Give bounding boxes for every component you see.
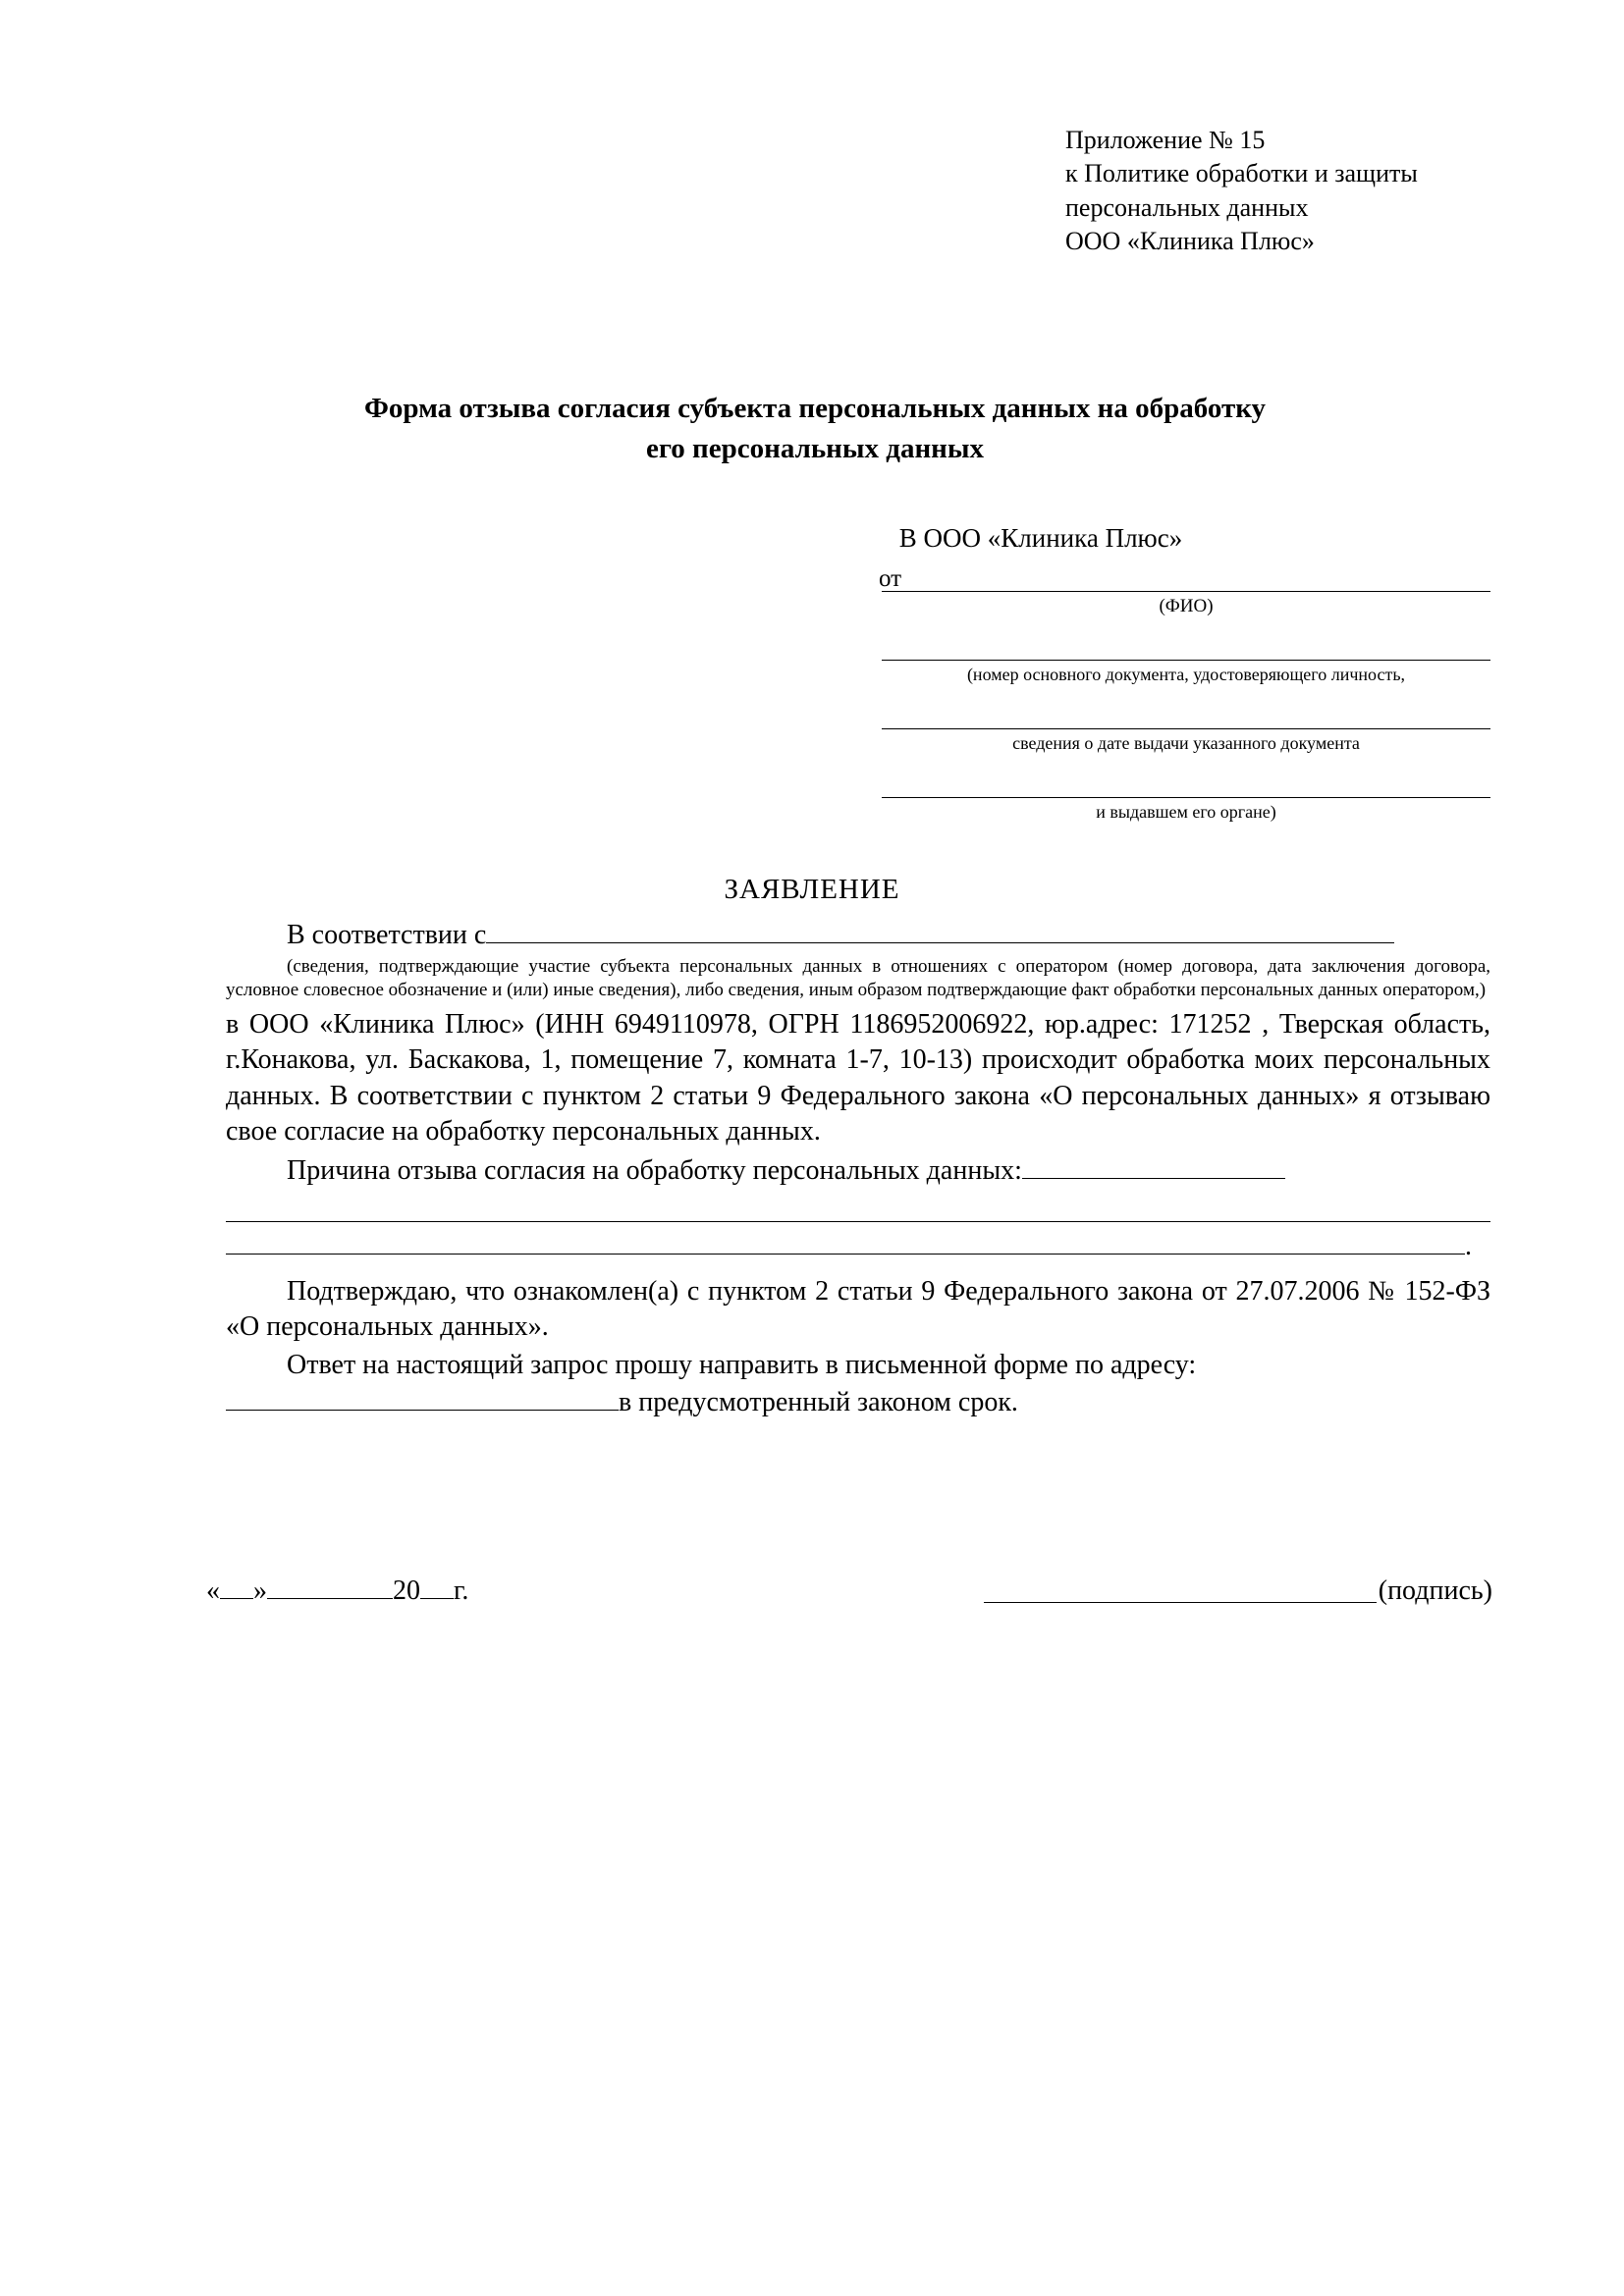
document-issuer-input-line[interactable] [882,797,1490,798]
date-open-quote: « [206,1575,220,1606]
appendix-header-line-4: ООО «Клиника Плюс» [1065,226,1315,255]
signature-caption: (подпись) [1378,1575,1492,1606]
document-number-caption: (номер основного документа, удостоверяющего личность, [966,665,1406,684]
date-close-quote: » [253,1575,267,1606]
page-title [206,389,1424,469]
signature-date-group [206,1575,468,1607]
statement-intro-input-line[interactable] [486,942,1394,943]
document-issuer-caption: и выдавшем его органе) [1096,802,1276,822]
statement-paragraph-1: в ООО «Клиника Плюс» (ИНН 6949110978, ОГРН 1186952006922, юр.адрес: 171252 , Тверская область, г.Конакова, ул. Баскакова, 1, помещение 7, комната 1-7, 10-13) происходит обработка моих персональных данных. В соответствии с пунктом 2 статьи 9 Федерального закона «О персональных данных» я отзываю свое согласие на обработку персональных данных. [226,1008,1490,1147]
signature-input-line[interactable] [984,1582,1377,1603]
date-year-suffix: г. [454,1575,469,1606]
statement-confirm: Подтверждаю, что ознакомлен(а) с пунктом 2 статьи 9 Федерального закона от 27.07.2006 № 152-ФЗ «О персональных данных». [226,1276,1490,1343]
reason-input-line-2[interactable] [226,1221,1490,1222]
statement-heading: ЗАЯВЛЕНИЕ [724,874,900,905]
reason-input-line-1[interactable] [1022,1178,1285,1179]
addressee-organization: В ООО «Клиника Плюс» [898,523,1183,553]
fio-input-line[interactable] [882,591,1490,592]
addressee-block [766,523,1316,593]
reason-label: Причина отзыва согласия на обработку персональных данных: [287,1155,1022,1187]
date-month-input[interactable] [267,1580,393,1599]
statement-body [226,918,1490,1421]
appendix-header-line-2: к Политике обработки и защиты [1065,159,1418,188]
statement-note [226,955,1490,1000]
addressee-from-label: от [879,565,902,592]
appendix-header-line-3: персональных данных [1065,192,1309,222]
reason-period: . [1465,1230,1472,1261]
statement-note-text: (сведения, подтверждающие участие субъекта персональных данных в отношениях с оператором (номер договора, дата заключения договора, условное словесное обозначение и (или) иные сведения), либо сведения, иным образом подтверждающие факт обработки персональных данных оператором,) [226,956,1490,1000]
reason-input-line-3[interactable] [226,1254,1465,1255]
date-day-input[interactable] [220,1580,253,1599]
signature-sign-group [984,1575,1492,1607]
document-issuer-field-group [882,797,1490,824]
statement-answer: Ответ на настоящий запрос прошу направить в письменной форме по адресу: [287,1349,1197,1380]
answer-address-input-line[interactable] [226,1410,619,1411]
page-title-line-1: Форма отзыва согласия субъекта персональных данных на обработку [363,393,1266,424]
date-year-input[interactable] [420,1580,454,1599]
fio-caption: (ФИО) [1159,596,1214,616]
date-year-prefix: 20 [393,1575,420,1606]
answer-address-row [226,1385,1490,1420]
document-date-caption: сведения о дате выдачи указанного документа [1012,733,1360,753]
page-title-line-2: его персональных данных [645,433,985,465]
fio-field-group [882,591,1490,618]
document-date-field-group [882,728,1490,755]
appendix-header-line-1: Приложение № 15 [1065,126,1266,154]
document-number-input-line[interactable] [882,660,1490,661]
statement-intro-row [226,918,1490,953]
appendix-header [1065,124,1527,258]
document-number-field-group [882,660,1490,686]
answer-address-tail: в предусмотренный законом срок. [619,1387,1018,1418]
reason-row [226,1153,1490,1189]
document-date-input-line[interactable] [882,728,1490,729]
statement-intro-label: В соответствии с [287,920,487,950]
